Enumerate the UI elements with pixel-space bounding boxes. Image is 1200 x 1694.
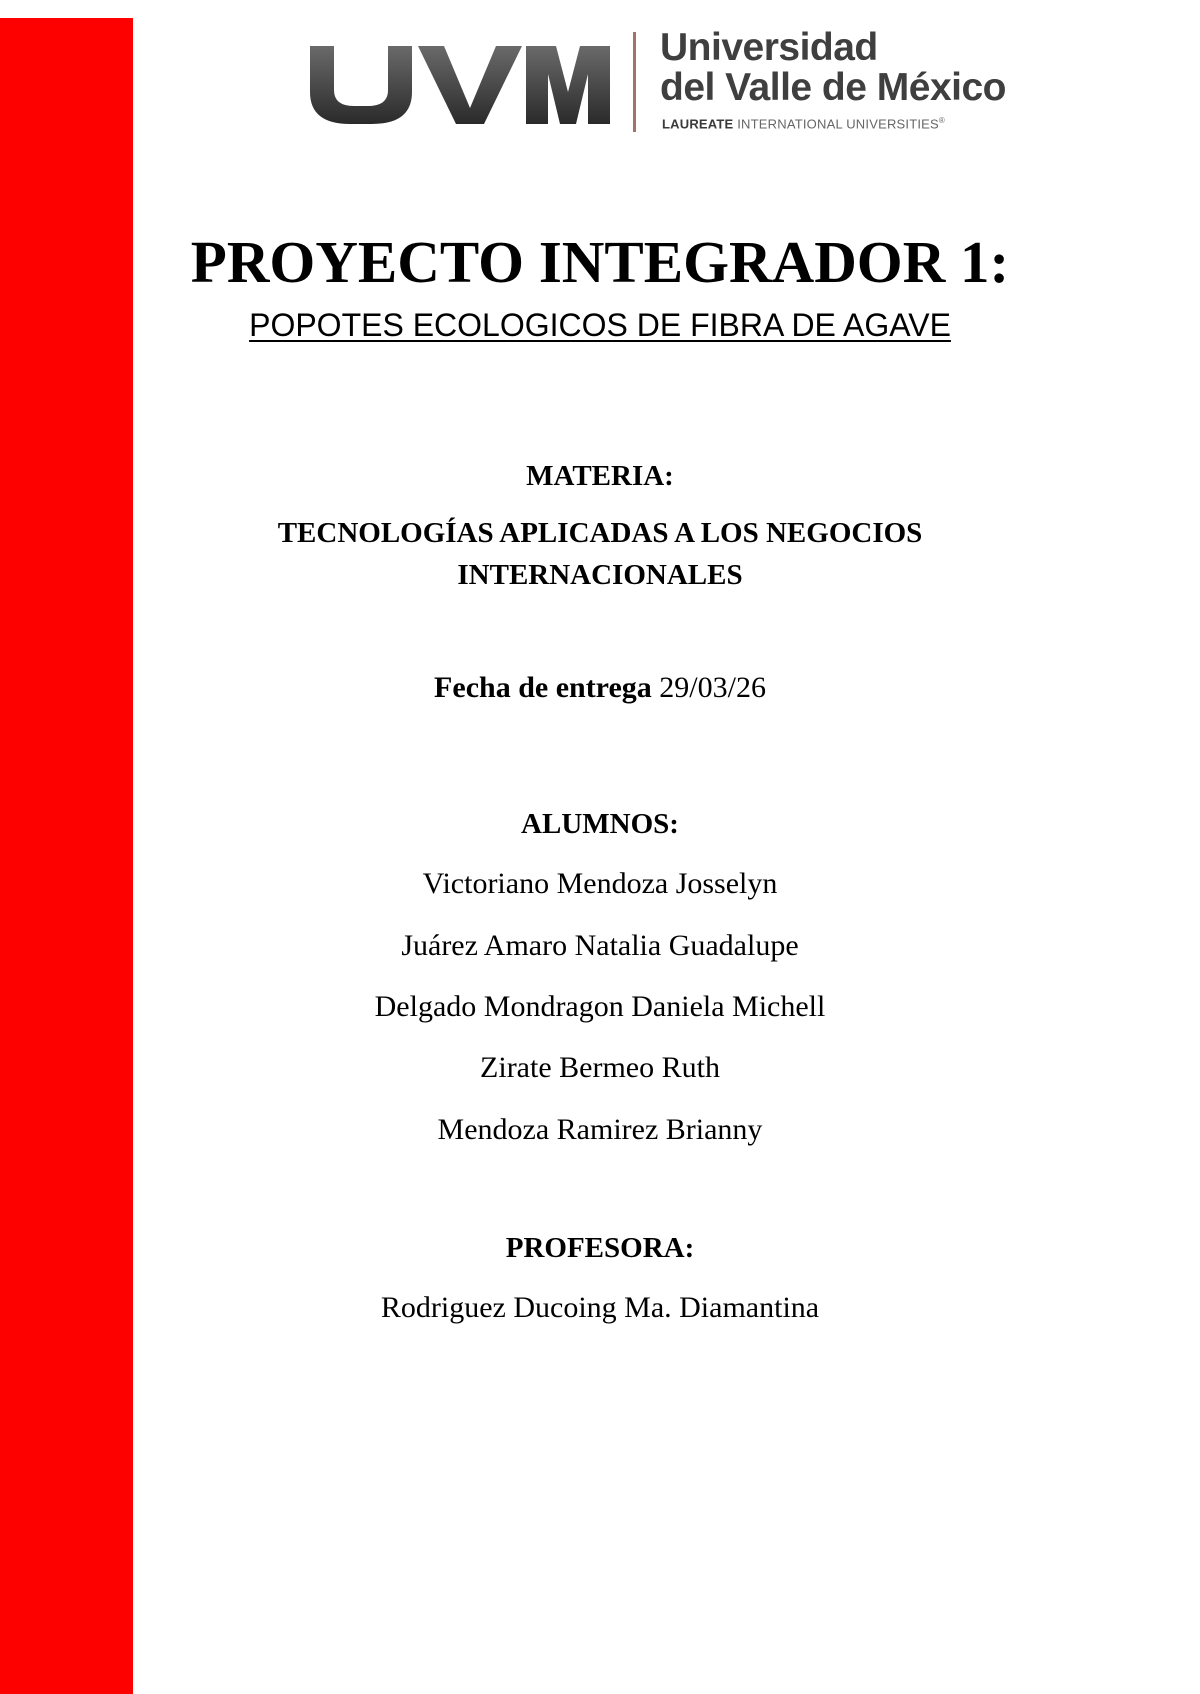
profesora-heading: PROFESORA: [505,1232,695,1264]
student-name: Victoriano Mendoza Josselyn [422,867,778,900]
delivery-date [133,670,1067,706]
logo-name-line1: Universidad [660,26,878,69]
side-color-bar [0,18,133,1694]
student-name: Delgado Mondragon Daniela Michell [374,990,826,1023]
logo-tag-rest: INTERNATIONAL UNIVERSITIES [733,116,939,132]
document-title: PROYECTO INTEGRADOR 1: [190,229,1010,295]
delivery-date-label: Fecha de entrega [434,671,652,704]
student-name: Juárez Amaro Natalia Guadalupe [401,929,799,962]
materia-heading: MATERIA: [526,460,674,492]
document-subtitle: POPOTES ECOLOGICOS DE FIBRA DE AGAVE [249,307,951,343]
materia-line-1: TECNOLOGÍAS APLICADAS A LOS NEGOCIOS [277,517,923,549]
logo-tag-bold: LAUREATE [662,116,734,132]
student-name: Zirate Bermeo Ruth [480,1051,720,1084]
materia-line-2: INTERNACIONALES [457,559,743,591]
logo-tag-mark: ® [938,116,946,125]
student-name: Mendoza Ramirez Brianny [437,1113,763,1146]
cover-content [133,0,1200,1694]
alumnos-heading: ALUMNOS: [521,808,679,840]
delivery-date-value: 29/03/26 [651,671,766,704]
professor-name: Rodriguez Ducoing Ma. Diamantina [380,1291,820,1324]
logo-name-line2: del Valle de México [660,66,1006,109]
